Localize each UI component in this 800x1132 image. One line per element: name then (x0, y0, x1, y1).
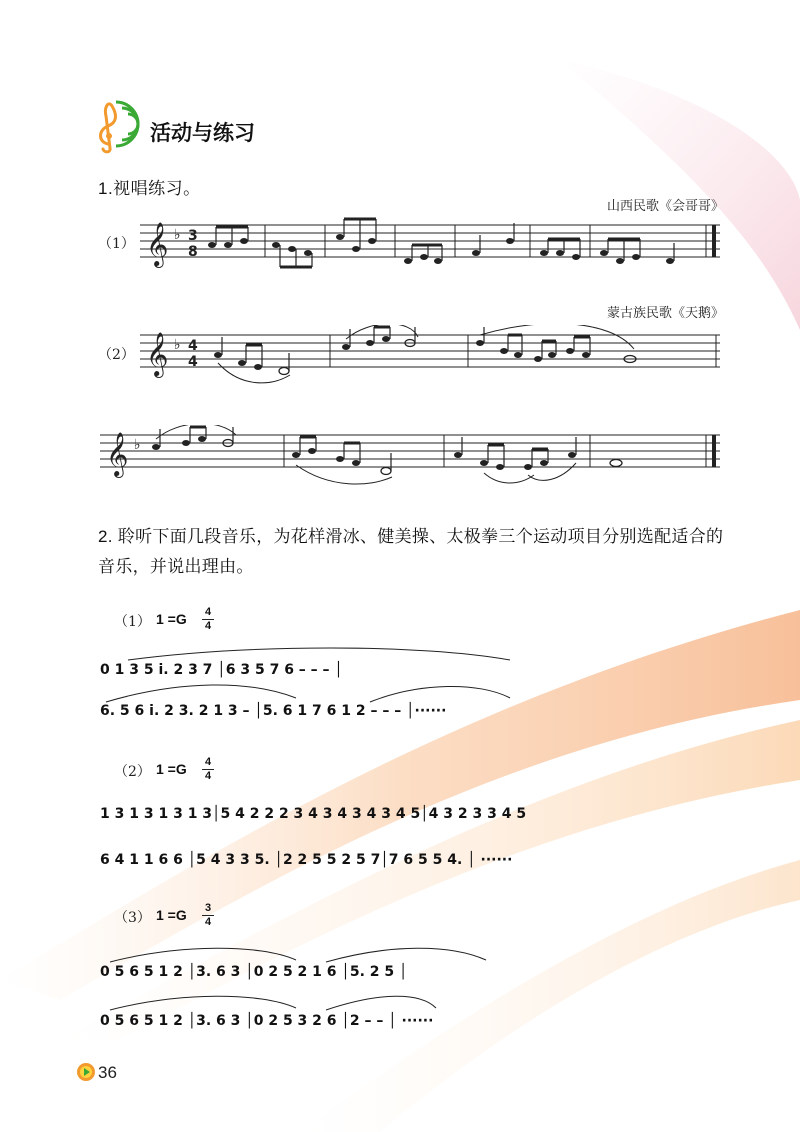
staff-notation-1 (140, 215, 722, 270)
item-label-1: （1） (98, 236, 135, 252)
staff-notation-3 (100, 425, 722, 485)
slur-marks (100, 940, 520, 1020)
svg-text:3: 3 (188, 228, 198, 244)
svg-text:♭: ♭ (134, 437, 141, 453)
jianpu-line: 0 5 6 5 1 2 │3. 6 3 │0 2 5 2 1 6 │5. 2 5 │ (100, 964, 408, 980)
svg-text:𝄞: 𝄞 (106, 432, 129, 476)
svg-text:♭: ♭ (174, 337, 181, 353)
piece-time-signature-3: 3 4 (202, 902, 214, 929)
svg-text:𝄞: 𝄞 (146, 222, 169, 266)
piece-label-2: （2） (114, 764, 151, 780)
song-source-1: 山西民歌《会哥哥》 (606, 199, 724, 214)
piece-key-1: 1 =G (156, 611, 187, 627)
question-1-text: 1.视唱练习。 (98, 179, 201, 198)
jianpu-line: 0 1 3 5 i. 2 3 7 │6 3 5 7 6 – – – │ (100, 662, 343, 678)
jianpu-line: 1 3 1 3 1 3 1 3│5 4 2 2 2 3 4 3 4 3 4 3 4 5│4 3 2 3 3 4 5 (100, 806, 527, 822)
song-source-2: 蒙古族民歌《天鹅》 (606, 306, 724, 321)
svg-text:♭: ♭ (174, 227, 181, 243)
question-2-text: 2. 聆听下面几段音乐，为花样滑冰、健美操、太极拳三个运动项目分别选配适合的音乐，并说出理由。 (98, 527, 724, 576)
piece-key-2: 1 =G (156, 761, 187, 777)
item-label-2: （2） (98, 347, 135, 363)
jianpu-line: 6 4 1 1 6 6 │5 4 3 3 5. │2 2 5 5 2 5 7│7 6 5 5 4. │ ······ (100, 852, 513, 868)
piece-label-3: （3） (114, 910, 151, 926)
jianpu-line: 6. 5 6 i. 2 3. 2 1 3 – │5. 6 1 7 6 1 2 – – – │······ (100, 703, 447, 719)
slur-marks (100, 640, 660, 710)
treble-clef-sound-icon (94, 96, 146, 154)
piece-key-3: 1 =G (156, 907, 187, 923)
staff-notation-2 (140, 325, 722, 385)
svg-text:4: 4 (188, 338, 198, 354)
svg-text:𝄞: 𝄞 (146, 332, 169, 376)
page-number: 36 (98, 1063, 117, 1082)
jianpu-line: 0 5 6 5 1 2 │3. 6 3 │0 2 5 3 2 6 │2 – – │ ······ (100, 1013, 434, 1029)
svg-text:4: 4 (188, 354, 198, 370)
piece-time-signature-2: 4 4 (202, 756, 214, 783)
piece-label-1: （1） (114, 614, 151, 630)
section-title: 活动与练习 (150, 122, 255, 145)
svg-text:8: 8 (188, 244, 198, 260)
piece-time-signature-1: 4 4 (202, 606, 214, 633)
play-circle-icon (76, 1062, 96, 1082)
